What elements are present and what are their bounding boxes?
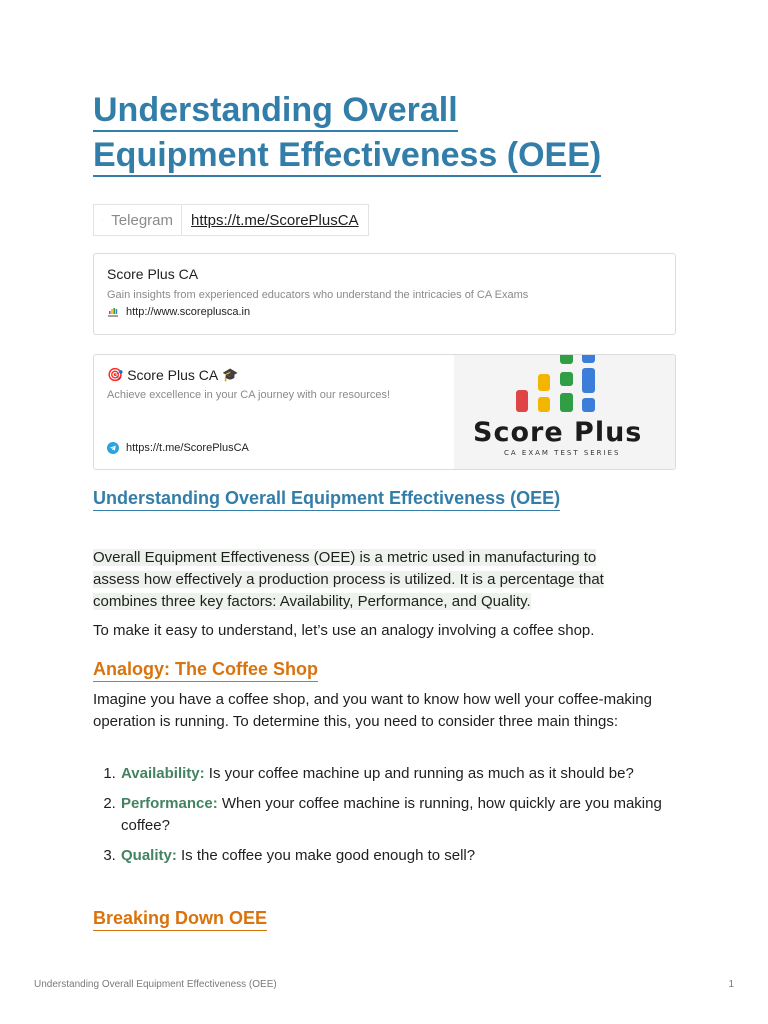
website-favicon-icon [107, 306, 119, 318]
factor-term: Quality: [121, 847, 177, 864]
intro-line-1: Overall Equipment Effectiveness (OEE) is a metric used in manufacturing to [93, 549, 597, 566]
target-emoji-icon: 🎯 [107, 367, 124, 382]
footer-page-number: 1 [728, 979, 734, 990]
bookmark-url-text: https://t.me/ScorePlusCA [126, 442, 249, 454]
list-item [120, 845, 690, 867]
page-title-line-1: Understanding Overall [93, 91, 458, 132]
telegram-label: Telegram [111, 211, 173, 229]
bookmark-title-row [107, 367, 238, 383]
intro-paragraph [93, 547, 673, 613]
breakdown-heading [93, 908, 267, 929]
intro-followup-paragraph: To make it easy to understand, let’s use an analogy involving a coffee shop. [93, 622, 595, 639]
bookmark-title: Score Plus CA [107, 266, 199, 282]
breakdown-heading-text: Breaking Down OEE [93, 908, 267, 931]
list-item [120, 763, 690, 785]
telegram-property-label [94, 205, 182, 235]
footer-document-title: Understanding Overall Equipment Effectiveness (OEE) [34, 979, 277, 990]
analogy-heading [93, 659, 318, 680]
bookmark-url-text: http://www.scoreplusca.in [126, 306, 251, 318]
factor-text: Is your coffee machine up and running as much as it should be? [204, 765, 634, 782]
bookmark-card-website[interactable] [93, 253, 676, 335]
intro-line-2: assess how effectively a production process is utilized. It is a percentage that [93, 571, 604, 588]
logo-text: Score Plus [473, 417, 643, 448]
factor-text: When your coffee machine is running, how quickly are you making coffee? [121, 795, 662, 834]
factor-term: Performance: [121, 795, 218, 812]
factor-term: Availability: [121, 765, 205, 782]
telegram-link[interactable]: https://t.me/ScorePlusCA [191, 211, 359, 229]
score-plus-logo-bars-icon [454, 355, 675, 415]
bookmark-card-telegram[interactable] [93, 354, 676, 470]
analogy-paragraph: Imagine you have a coffee shop, and you want to know how well your coffee-making operation is running. To determine this, you need to consider three main things: [93, 691, 652, 730]
page-title [93, 88, 693, 178]
list-item [120, 793, 690, 837]
analogy-heading-text: Analogy: The Coffee Shop [93, 659, 318, 682]
intro-line-3: combines three key factors: Availability, Performance, and Quality. [93, 593, 531, 610]
bookmark-url[interactable] [107, 442, 249, 454]
section-heading-oee [93, 488, 560, 509]
link-icon [102, 213, 103, 227]
page-title-line-2: Equipment Effectiveness (OEE) [93, 136, 601, 177]
telegram-property-row [93, 204, 369, 236]
bookmark-url[interactable] [107, 306, 250, 318]
logo-subtitle: CA EXAM TEST SERIES [504, 449, 621, 457]
score-plus-logo-image [454, 355, 675, 470]
factor-text: Is the coffee you make good enough to sell? [176, 847, 476, 864]
graduation-cap-emoji-icon: 🎓 [222, 367, 239, 382]
telegram-icon [107, 442, 119, 454]
bookmark-description: Gain insights from experienced educators who understand the intricacies of CA Exams [107, 289, 529, 301]
bookmark-description: Achieve excellence in your CA journey with our resources! [107, 389, 391, 401]
section-heading-text: Understanding Overall Equipment Effectiveness (OEE) [93, 488, 560, 511]
factors-list [93, 763, 690, 875]
bookmark-title: Score Plus CA [127, 367, 219, 383]
